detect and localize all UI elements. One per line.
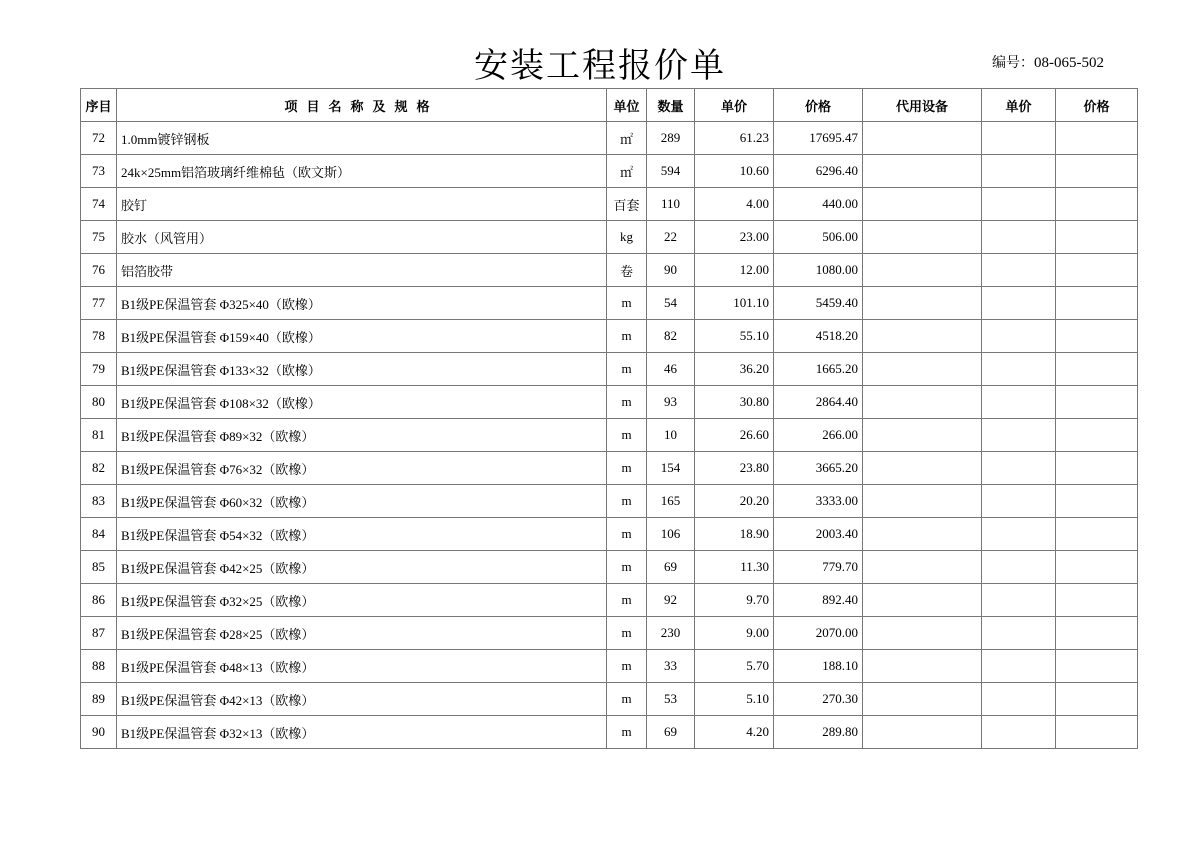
substitute-price-cell bbox=[1056, 221, 1138, 254]
substitute-unit-price-cell bbox=[982, 188, 1056, 221]
substitute-equipment-cell bbox=[863, 122, 982, 155]
substitute-equipment-cell bbox=[863, 353, 982, 386]
item-unit-price: 4.20 bbox=[695, 716, 774, 749]
item-unit: m bbox=[607, 452, 647, 485]
row-number: 76 bbox=[81, 254, 117, 287]
item-price: 779.70 bbox=[774, 551, 863, 584]
item-unit: m bbox=[607, 386, 647, 419]
substitute-unit-price-cell bbox=[982, 287, 1056, 320]
item-unit: m bbox=[607, 353, 647, 386]
item-price: 3665.20 bbox=[774, 452, 863, 485]
item-name: 胶水（风管用） bbox=[117, 221, 607, 254]
table-row bbox=[81, 518, 1138, 551]
substitute-price-cell bbox=[1056, 584, 1138, 617]
item-price: 6296.40 bbox=[774, 155, 863, 188]
header-substitute-equipment: 代用设备 bbox=[863, 89, 982, 122]
item-price: 289.80 bbox=[774, 716, 863, 749]
item-quantity: 594 bbox=[647, 155, 695, 188]
item-quantity: 230 bbox=[647, 617, 695, 650]
substitute-price-cell bbox=[1056, 650, 1138, 683]
item-unit-price: 20.20 bbox=[695, 485, 774, 518]
substitute-unit-price-cell bbox=[982, 485, 1056, 518]
row-number: 81 bbox=[81, 419, 117, 452]
substitute-price-cell bbox=[1056, 155, 1138, 188]
item-unit: m bbox=[607, 683, 647, 716]
item-name: 1.0mm镀锌钢板 bbox=[117, 122, 607, 155]
item-price: 17695.47 bbox=[774, 122, 863, 155]
substitute-price-cell bbox=[1056, 188, 1138, 221]
substitute-equipment-cell bbox=[863, 584, 982, 617]
header-unit: 单位 bbox=[607, 89, 647, 122]
item-unit-price: 30.80 bbox=[695, 386, 774, 419]
item-unit: m bbox=[607, 716, 647, 749]
item-price: 2003.40 bbox=[774, 518, 863, 551]
substitute-price-cell bbox=[1056, 419, 1138, 452]
row-number: 74 bbox=[81, 188, 117, 221]
item-name: B1级PE保温管套 Φ60×32（欧橡） bbox=[117, 485, 607, 518]
item-quantity: 10 bbox=[647, 419, 695, 452]
item-quantity: 82 bbox=[647, 320, 695, 353]
item-price: 188.10 bbox=[774, 650, 863, 683]
substitute-unit-price-cell bbox=[982, 155, 1056, 188]
row-number: 78 bbox=[81, 320, 117, 353]
row-number: 90 bbox=[81, 716, 117, 749]
table-body bbox=[81, 122, 1138, 749]
item-name: B1级PE保温管套 Φ133×32（欧橡） bbox=[117, 353, 607, 386]
substitute-equipment-cell bbox=[863, 452, 982, 485]
item-unit-price: 101.10 bbox=[695, 287, 774, 320]
item-price: 270.30 bbox=[774, 683, 863, 716]
substitute-price-cell bbox=[1056, 452, 1138, 485]
item-name: B1级PE保温管套 Φ32×13（欧橡） bbox=[117, 716, 607, 749]
item-unit: kg bbox=[607, 221, 647, 254]
header-no: 序目 bbox=[81, 89, 117, 122]
substitute-equipment-cell bbox=[863, 551, 982, 584]
table-header-row bbox=[81, 89, 1138, 122]
document-number-value: 08-065-502 bbox=[1034, 55, 1104, 71]
substitute-equipment-cell bbox=[863, 254, 982, 287]
substitute-equipment-cell bbox=[863, 287, 982, 320]
table-row bbox=[81, 287, 1138, 320]
substitute-price-cell bbox=[1056, 287, 1138, 320]
substitute-unit-price-cell bbox=[982, 452, 1056, 485]
table-row bbox=[81, 650, 1138, 683]
header-price: 价格 bbox=[774, 89, 863, 122]
substitute-price-cell bbox=[1056, 716, 1138, 749]
item-price: 3333.00 bbox=[774, 485, 863, 518]
item-price: 506.00 bbox=[774, 221, 863, 254]
substitute-price-cell bbox=[1056, 617, 1138, 650]
item-name: B1级PE保温管套 Φ89×32（欧橡） bbox=[117, 419, 607, 452]
row-number: 72 bbox=[81, 122, 117, 155]
item-price: 5459.40 bbox=[774, 287, 863, 320]
substitute-equipment-cell bbox=[863, 683, 982, 716]
row-number: 84 bbox=[81, 518, 117, 551]
table-row bbox=[81, 320, 1138, 353]
item-quantity: 33 bbox=[647, 650, 695, 683]
item-unit-price: 61.23 bbox=[695, 122, 774, 155]
item-name: 24k×25mm铝箔玻璃纤维棉毡（欧文斯） bbox=[117, 155, 607, 188]
row-number: 82 bbox=[81, 452, 117, 485]
substitute-equipment-cell bbox=[863, 221, 982, 254]
row-number: 85 bbox=[81, 551, 117, 584]
substitute-unit-price-cell bbox=[982, 716, 1056, 749]
table-row bbox=[81, 419, 1138, 452]
item-price: 892.40 bbox=[774, 584, 863, 617]
substitute-unit-price-cell bbox=[982, 584, 1056, 617]
item-unit-price: 4.00 bbox=[695, 188, 774, 221]
table-row bbox=[81, 188, 1138, 221]
table-row bbox=[81, 221, 1138, 254]
header-unit-price: 单价 bbox=[695, 89, 774, 122]
item-name: B1级PE保温管套 Φ159×40（欧橡） bbox=[117, 320, 607, 353]
row-number: 73 bbox=[81, 155, 117, 188]
item-price: 2864.40 bbox=[774, 386, 863, 419]
document-number bbox=[992, 52, 1104, 72]
item-quantity: 289 bbox=[647, 122, 695, 155]
item-price: 266.00 bbox=[774, 419, 863, 452]
item-quantity: 46 bbox=[647, 353, 695, 386]
item-name: 铝箔胶带 bbox=[117, 254, 607, 287]
substitute-unit-price-cell bbox=[982, 683, 1056, 716]
row-number: 89 bbox=[81, 683, 117, 716]
table-row bbox=[81, 683, 1138, 716]
substitute-equipment-cell bbox=[863, 485, 982, 518]
substitute-equipment-cell bbox=[863, 650, 982, 683]
item-unit: ㎡ bbox=[607, 122, 647, 155]
item-quantity: 154 bbox=[647, 452, 695, 485]
substitute-unit-price-cell bbox=[982, 221, 1056, 254]
item-name: B1级PE保温管套 Φ42×25（欧橡） bbox=[117, 551, 607, 584]
header-price-2: 价格 bbox=[1056, 89, 1138, 122]
table-row bbox=[81, 353, 1138, 386]
item-quantity: 69 bbox=[647, 716, 695, 749]
table-row bbox=[81, 452, 1138, 485]
table-row bbox=[81, 716, 1138, 749]
item-price: 440.00 bbox=[774, 188, 863, 221]
item-unit: m bbox=[607, 320, 647, 353]
item-unit-price: 23.80 bbox=[695, 452, 774, 485]
item-price: 1080.00 bbox=[774, 254, 863, 287]
substitute-price-cell bbox=[1056, 386, 1138, 419]
substitute-unit-price-cell bbox=[982, 650, 1056, 683]
substitute-price-cell bbox=[1056, 320, 1138, 353]
substitute-price-cell bbox=[1056, 485, 1138, 518]
substitute-unit-price-cell bbox=[982, 353, 1056, 386]
substitute-price-cell bbox=[1056, 254, 1138, 287]
row-number: 80 bbox=[81, 386, 117, 419]
item-unit-price: 9.00 bbox=[695, 617, 774, 650]
item-unit: m bbox=[607, 485, 647, 518]
item-quantity: 69 bbox=[647, 551, 695, 584]
header-unit-price-2: 单价 bbox=[982, 89, 1056, 122]
item-name: B1级PE保温管套 Φ108×32（欧橡） bbox=[117, 386, 607, 419]
table-row bbox=[81, 122, 1138, 155]
table-row bbox=[81, 617, 1138, 650]
substitute-equipment-cell bbox=[863, 155, 982, 188]
quotation-table bbox=[80, 88, 1138, 749]
item-quantity: 22 bbox=[647, 221, 695, 254]
item-unit: m bbox=[607, 650, 647, 683]
substitute-unit-price-cell bbox=[982, 518, 1056, 551]
item-unit-price: 18.90 bbox=[695, 518, 774, 551]
row-number: 88 bbox=[81, 650, 117, 683]
substitute-price-cell bbox=[1056, 353, 1138, 386]
substitute-unit-price-cell bbox=[982, 386, 1056, 419]
item-unit-price: 9.70 bbox=[695, 584, 774, 617]
item-name: B1级PE保温管套 Φ42×13（欧橡） bbox=[117, 683, 607, 716]
item-unit: 百套 bbox=[607, 188, 647, 221]
substitute-unit-price-cell bbox=[982, 320, 1056, 353]
row-number: 75 bbox=[81, 221, 117, 254]
substitute-price-cell bbox=[1056, 683, 1138, 716]
item-price: 4518.20 bbox=[774, 320, 863, 353]
item-unit-price: 36.20 bbox=[695, 353, 774, 386]
item-unit: m bbox=[607, 551, 647, 584]
row-number: 87 bbox=[81, 617, 117, 650]
substitute-equipment-cell bbox=[863, 419, 982, 452]
header-qty: 数量 bbox=[647, 89, 695, 122]
item-unit-price: 5.10 bbox=[695, 683, 774, 716]
substitute-price-cell bbox=[1056, 518, 1138, 551]
item-price: 2070.00 bbox=[774, 617, 863, 650]
row-number: 83 bbox=[81, 485, 117, 518]
item-unit: m bbox=[607, 584, 647, 617]
substitute-unit-price-cell bbox=[982, 551, 1056, 584]
substitute-equipment-cell bbox=[863, 386, 982, 419]
substitute-equipment-cell bbox=[863, 188, 982, 221]
item-unit: ㎡ bbox=[607, 155, 647, 188]
item-quantity: 93 bbox=[647, 386, 695, 419]
item-unit-price: 11.30 bbox=[695, 551, 774, 584]
item-quantity: 90 bbox=[647, 254, 695, 287]
item-price: 1665.20 bbox=[774, 353, 863, 386]
substitute-unit-price-cell bbox=[982, 419, 1056, 452]
substitute-equipment-cell bbox=[863, 617, 982, 650]
table-row bbox=[81, 584, 1138, 617]
substitute-equipment-cell bbox=[863, 518, 982, 551]
item-unit-price: 55.10 bbox=[695, 320, 774, 353]
substitute-unit-price-cell bbox=[982, 617, 1056, 650]
item-name: 胶钉 bbox=[117, 188, 607, 221]
substitute-price-cell bbox=[1056, 122, 1138, 155]
table-row bbox=[81, 254, 1138, 287]
item-quantity: 106 bbox=[647, 518, 695, 551]
table-row bbox=[81, 386, 1138, 419]
item-quantity: 53 bbox=[647, 683, 695, 716]
item-unit: m bbox=[607, 287, 647, 320]
substitute-price-cell bbox=[1056, 551, 1138, 584]
table-row bbox=[81, 155, 1138, 188]
item-unit-price: 10.60 bbox=[695, 155, 774, 188]
substitute-equipment-cell bbox=[863, 716, 982, 749]
item-unit-price: 12.00 bbox=[695, 254, 774, 287]
substitute-unit-price-cell bbox=[982, 254, 1056, 287]
item-quantity: 54 bbox=[647, 287, 695, 320]
document-number-label: 编号： bbox=[992, 55, 1034, 71]
item-name: B1级PE保温管套 Φ54×32（欧橡） bbox=[117, 518, 607, 551]
substitute-equipment-cell bbox=[863, 320, 982, 353]
row-number: 79 bbox=[81, 353, 117, 386]
item-quantity: 92 bbox=[647, 584, 695, 617]
item-quantity: 110 bbox=[647, 188, 695, 221]
item-name: B1级PE保温管套 Φ32×25（欧橡） bbox=[117, 584, 607, 617]
item-unit: 卷 bbox=[607, 254, 647, 287]
table-row bbox=[81, 551, 1138, 584]
item-name: B1级PE保温管套 Φ76×32（欧橡） bbox=[117, 452, 607, 485]
row-number: 86 bbox=[81, 584, 117, 617]
document-title: 安装工程报价单 bbox=[474, 46, 726, 86]
table-row bbox=[81, 485, 1138, 518]
item-unit-price: 23.00 bbox=[695, 221, 774, 254]
item-unit-price: 26.60 bbox=[695, 419, 774, 452]
item-quantity: 165 bbox=[647, 485, 695, 518]
row-number: 77 bbox=[81, 287, 117, 320]
item-unit: m bbox=[607, 518, 647, 551]
substitute-unit-price-cell bbox=[982, 122, 1056, 155]
item-name: B1级PE保温管套 Φ28×25（欧橡） bbox=[117, 617, 607, 650]
item-name: B1级PE保温管套 Φ325×40（欧橡） bbox=[117, 287, 607, 320]
item-name: B1级PE保温管套 Φ48×13（欧橡） bbox=[117, 650, 607, 683]
header-name: 项目名称及规格 bbox=[117, 89, 607, 122]
item-unit-price: 5.70 bbox=[695, 650, 774, 683]
item-unit: m bbox=[607, 419, 647, 452]
item-unit: m bbox=[607, 617, 647, 650]
